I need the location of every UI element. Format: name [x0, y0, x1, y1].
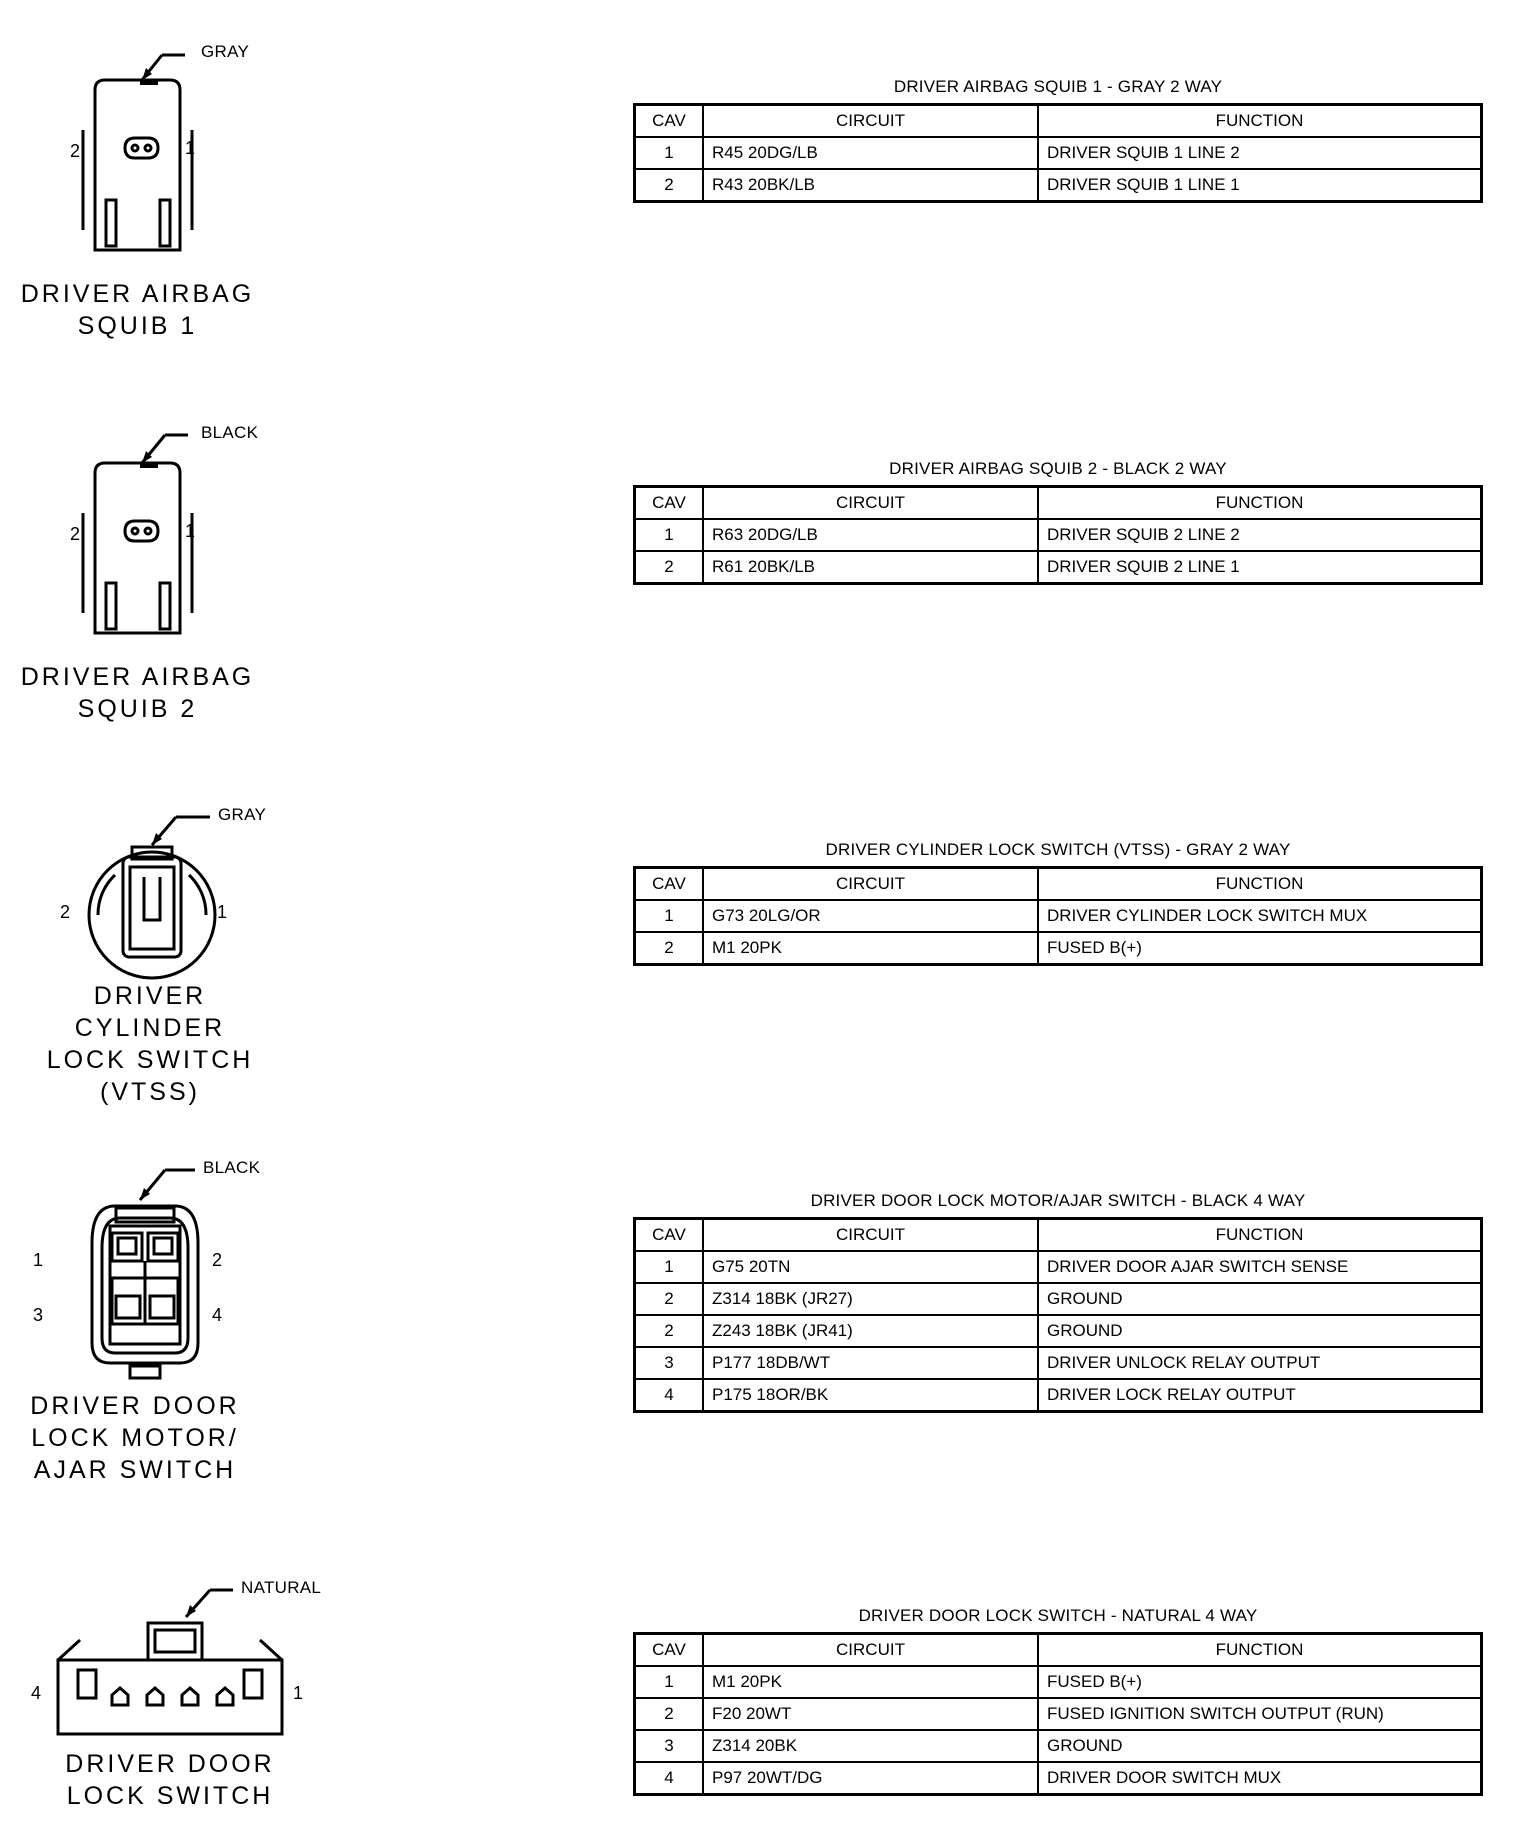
- cav-cell: 1: [635, 1666, 704, 1698]
- table-row: [635, 1347, 1482, 1379]
- connector-diagram-squib2: [20, 413, 320, 733]
- cylinder-connector-name: DRIVER CYLINDER LOCK SWITCH (VTSS): [46, 982, 254, 1106]
- motor-pin-3: 3: [33, 1305, 44, 1325]
- header-cav: CAV: [635, 1219, 704, 1252]
- connector-diagram-squib1: [20, 30, 320, 350]
- circuit-cell: R43 20BK/LB: [703, 169, 1038, 202]
- header-circuit: CIRCUIT: [703, 487, 1038, 520]
- cav-cell: 3: [635, 1730, 704, 1762]
- header-circuit: CIRCUIT: [703, 1634, 1038, 1667]
- squib2-table-title: DRIVER AIRBAG SQUIB 2 - BLACK 2 WAY: [889, 459, 1227, 478]
- connector-diagram-cylinder: [20, 795, 320, 1106]
- cav-cell: 1: [635, 519, 704, 551]
- squib1-connector-name: DRIVER AIRBAG SQUIB 1: [20, 280, 255, 340]
- cav-cell: 2: [635, 1315, 704, 1347]
- connector-diagram-lockswitch: [20, 1570, 320, 1810]
- function-cell: DRIVER DOOR SWITCH MUX: [1038, 1762, 1482, 1795]
- function-cell: DRIVER DOOR AJAR SWITCH SENSE: [1038, 1251, 1482, 1283]
- table-row: [635, 1698, 1482, 1730]
- squib1-pin-right: 1: [185, 138, 196, 158]
- circuit-cell: Z314 20BK: [703, 1730, 1038, 1762]
- table-row: [635, 932, 1482, 965]
- cylinder-pinout-table: [633, 866, 1483, 966]
- table-row: [635, 1379, 1482, 1412]
- function-cell: FUSED B(+): [1038, 932, 1482, 965]
- circuit-cell: R61 20BK/LB: [703, 551, 1038, 584]
- function-cell: DRIVER SQUIB 2 LINE 1: [1038, 551, 1482, 584]
- motor-pinout-table: [633, 1217, 1483, 1413]
- lockswitch-connector-name: DRIVER DOOR LOCK SWITCH: [65, 1750, 275, 1810]
- squib1-color-label: GRAY: [201, 42, 250, 61]
- squib2-pinout-table: [633, 485, 1483, 585]
- header-function: FUNCTION: [1038, 868, 1482, 901]
- header-circuit: CIRCUIT: [703, 1219, 1038, 1252]
- lockswitch-pin-left: 4: [31, 1683, 42, 1703]
- cav-cell: 4: [635, 1379, 704, 1412]
- function-cell: DRIVER SQUIB 1 LINE 1: [1038, 169, 1482, 202]
- function-cell: DRIVER SQUIB 1 LINE 2: [1038, 137, 1482, 169]
- cav-cell: 1: [635, 1251, 704, 1283]
- table-block-squib1: [633, 77, 1483, 203]
- header-circuit: CIRCUIT: [703, 105, 1038, 138]
- lockswitch-pinout-table: [633, 1632, 1483, 1796]
- table-row: [635, 169, 1482, 202]
- cylinder-pin-right: 1: [217, 902, 228, 922]
- table-header-row: [635, 487, 1482, 520]
- header-cav: CAV: [635, 1634, 704, 1667]
- table-row: [635, 1762, 1482, 1795]
- cav-cell: 2: [635, 932, 704, 965]
- squib1-pinout-table: [633, 103, 1483, 203]
- function-cell: GROUND: [1038, 1730, 1482, 1762]
- cylinder-table-title: DRIVER CYLINDER LOCK SWITCH (VTSS) - GRAY 2 WAY: [825, 840, 1291, 859]
- circuit-cell: M1 20PK: [703, 1666, 1038, 1698]
- squib2-pin-left: 2: [70, 524, 81, 544]
- table-row: [635, 1315, 1482, 1347]
- table-block-cylinder: [633, 840, 1483, 966]
- cav-cell: 3: [635, 1347, 704, 1379]
- circuit-cell: G75 20TN: [703, 1251, 1038, 1283]
- circuit-cell: P97 20WT/DG: [703, 1762, 1038, 1795]
- header-function: FUNCTION: [1038, 105, 1482, 138]
- cav-cell: 2: [635, 551, 704, 584]
- cav-cell: 1: [635, 900, 704, 932]
- header-cav: CAV: [635, 868, 704, 901]
- circuit-cell: Z314 18BK (JR27): [703, 1283, 1038, 1315]
- motor-pin-4: 4: [212, 1305, 223, 1325]
- table-row: [635, 1730, 1482, 1762]
- header-function: FUNCTION: [1038, 487, 1482, 520]
- motor-table-title: DRIVER DOOR LOCK MOTOR/AJAR SWITCH - BLACK 4 WAY: [810, 1191, 1306, 1210]
- function-cell: DRIVER SQUIB 2 LINE 2: [1038, 519, 1482, 551]
- table-block-squib2: [633, 459, 1483, 585]
- cylinder-color-label: GRAY: [218, 805, 267, 824]
- table-row: [635, 519, 1482, 551]
- motor-pin-2: 2: [212, 1250, 223, 1270]
- header-circuit: CIRCUIT: [703, 868, 1038, 901]
- function-cell: DRIVER LOCK RELAY OUTPUT: [1038, 1379, 1482, 1412]
- lockswitch-table-title: DRIVER DOOR LOCK SWITCH - NATURAL 4 WAY: [858, 1606, 1258, 1625]
- function-cell: DRIVER UNLOCK RELAY OUTPUT: [1038, 1347, 1482, 1379]
- table-row: [635, 551, 1482, 584]
- table-row: [635, 137, 1482, 169]
- function-cell: DRIVER CYLINDER LOCK SWITCH MUX: [1038, 900, 1482, 932]
- circuit-cell: M1 20PK: [703, 932, 1038, 965]
- cav-cell: 2: [635, 1283, 704, 1315]
- header-cav: CAV: [635, 487, 704, 520]
- table-header-row: [635, 868, 1482, 901]
- function-cell: GROUND: [1038, 1315, 1482, 1347]
- squib2-color-label: BLACK: [201, 423, 259, 442]
- circuit-cell: P177 18DB/WT: [703, 1347, 1038, 1379]
- squib1-pin-left: 2: [70, 141, 81, 161]
- table-row: [635, 900, 1482, 932]
- cav-cell: 2: [635, 1698, 704, 1730]
- circuit-cell: R63 20DG/LB: [703, 519, 1038, 551]
- table-header-row: [635, 1634, 1482, 1667]
- motor-color-label: BLACK: [203, 1158, 261, 1177]
- squib1-table-title: DRIVER AIRBAG SQUIB 1 - GRAY 2 WAY: [893, 77, 1223, 96]
- function-cell: GROUND: [1038, 1283, 1482, 1315]
- lockswitch-color-label: NATURAL: [241, 1578, 322, 1597]
- circuit-cell: R45 20DG/LB: [703, 137, 1038, 169]
- table-row: [635, 1283, 1482, 1315]
- table-header-row: [635, 105, 1482, 138]
- squib2-connector-name: DRIVER AIRBAG SQUIB 2: [20, 663, 255, 723]
- header-cav: CAV: [635, 105, 704, 138]
- circuit-cell: G73 20LG/OR: [703, 900, 1038, 932]
- circuit-cell: Z243 18BK (JR41): [703, 1315, 1038, 1347]
- circuit-cell: F20 20WT: [703, 1698, 1038, 1730]
- table-block-lockswitch: [633, 1606, 1483, 1796]
- cav-cell: 4: [635, 1762, 704, 1795]
- lockswitch-pin-right: 1: [293, 1683, 304, 1703]
- table-row: [635, 1666, 1482, 1698]
- connector-diagram-motor: [20, 1148, 320, 1498]
- function-cell: FUSED B(+): [1038, 1666, 1482, 1698]
- table-row: [635, 1251, 1482, 1283]
- cav-cell: 1: [635, 137, 704, 169]
- header-function: FUNCTION: [1038, 1634, 1482, 1667]
- cav-cell: 2: [635, 169, 704, 202]
- motor-pin-1: 1: [33, 1250, 44, 1270]
- cylinder-pin-left: 2: [60, 902, 71, 922]
- header-function: FUNCTION: [1038, 1219, 1482, 1252]
- function-cell: FUSED IGNITION SWITCH OUTPUT (RUN): [1038, 1698, 1482, 1730]
- circuit-cell: P175 18OR/BK: [703, 1379, 1038, 1412]
- squib2-pin-right: 1: [185, 521, 196, 541]
- table-header-row: [635, 1219, 1482, 1252]
- motor-connector-name: DRIVER DOOR LOCK MOTOR/ AJAR SWITCH: [30, 1392, 240, 1484]
- table-block-motor: [633, 1191, 1483, 1413]
